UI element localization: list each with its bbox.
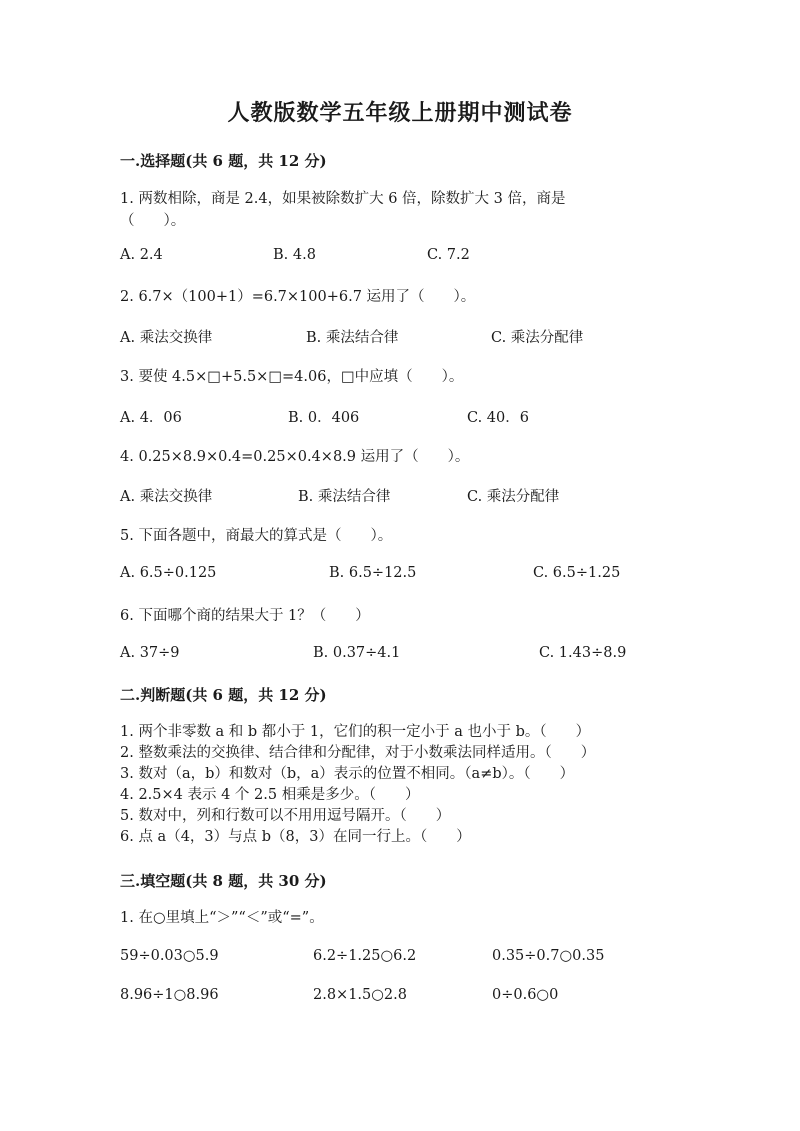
option-c: C. 乘法分配律 (467, 489, 560, 505)
compare-expression: 59÷0.03○5.9 (120, 948, 219, 964)
option-a: A. 4．06 (120, 410, 182, 426)
compare-expression: 0.35÷0.7○0.35 (492, 948, 605, 964)
options-row-2 (120, 326, 680, 348)
section-heading-fill: 三.填空题(共 8 题，共 30 分) (120, 872, 327, 890)
judge-item: 2. 整数乘法的交换律、结合律和分配律，对于小数乘法同样适用。（ ） (120, 745, 596, 761)
option-a: A. 乘法交换律 (120, 489, 213, 505)
compare-expression: 2.8×1.5○2.8 (313, 987, 407, 1003)
options-row-6 (120, 645, 680, 667)
option-a: A. 2.4 (120, 247, 163, 263)
question-4: 4. 0.25×8.9×0.4=0.25×0.4×8.9 运用了（ ）。 (120, 449, 470, 465)
option-b: B. 乘法结合律 (298, 489, 391, 505)
judge-item: 1. 两个非零数 a 和 b 都小于 1，它们的积一定小于 a 也小于 b。（ ） (120, 724, 591, 740)
option-c: C. 40．6 (467, 410, 529, 426)
judge-item: 5. 数对中，列和行数可以不用用逗号隔开。（ ） (120, 808, 451, 824)
options-row-4 (120, 485, 680, 507)
compare-row-1 (120, 948, 680, 970)
compare-expression: 8.96÷1○8.96 (120, 987, 219, 1003)
section-heading-choice: 一.选择题(共 6 题，共 12 分) (120, 152, 327, 170)
option-b: B. 0.37÷4.1 (313, 645, 401, 661)
option-a: A. 6.5÷0.125 (120, 565, 217, 581)
option-b: B. 4.8 (273, 247, 316, 263)
options-row-1 (120, 247, 680, 269)
judge-item: 6. 点 a（4，3）与点 b（8，3）在同一行上。（ ） (120, 829, 471, 845)
question-stem: 1. 两数相除，商是 2.4，如果被除数扩大 6 倍，除数扩大 3 倍，商是 (120, 191, 566, 207)
option-c: C. 7.2 (427, 247, 470, 263)
judge-list (120, 722, 700, 848)
judge-item: 3. 数对（a，b）和数对（b，a）表示的位置不相同。（a≠b）。（ ） (120, 766, 575, 782)
question-2: 2. 6.7×（100+1）=6.7×100+6.7 运用了（ ）。 (120, 289, 476, 305)
option-b: B. 6.5÷12.5 (329, 565, 417, 581)
question-stem-continued: （ ）。 (120, 213, 186, 229)
question-3: 3. 要使 4.5×□+5.5×□=4.06，□中应填（ ）。 (120, 369, 464, 385)
option-b: B. 0．406 (288, 410, 360, 426)
options-row-3 (120, 406, 680, 428)
option-b: B. 乘法结合律 (306, 330, 399, 346)
option-a: A. 乘法交换律 (120, 330, 213, 346)
option-c: C. 1.43÷8.9 (539, 645, 627, 661)
fill-question-1: 1. 在○里填上“＞”“＜”或“=”。 (120, 910, 324, 926)
option-c: C. 6.5÷1.25 (533, 565, 621, 581)
options-row-5 (120, 565, 680, 587)
section-heading-judge: 二.判断题(共 6 题，共 12 分) (120, 686, 327, 704)
question-6: 6. 下面哪个商的结果大于 1？（ ） (120, 608, 370, 624)
page-title: 人教版数学五年级上册期中测试卷 (227, 100, 573, 126)
compare-expression: 6.2÷1.25○6.2 (313, 948, 417, 964)
question-5: 5. 下面各题中，商最大的算式是（ ）。 (120, 528, 393, 544)
judge-item: 4. 2.5×4 表示 4 个 2.5 相乘是多少。（ ） (120, 787, 420, 803)
compare-expression: 0÷0.6○0 (492, 987, 559, 1003)
option-c: C. 乘法分配律 (491, 330, 584, 346)
question-1 (120, 188, 700, 232)
compare-row-2 (120, 987, 680, 1009)
option-a: A. 37÷9 (120, 645, 180, 661)
